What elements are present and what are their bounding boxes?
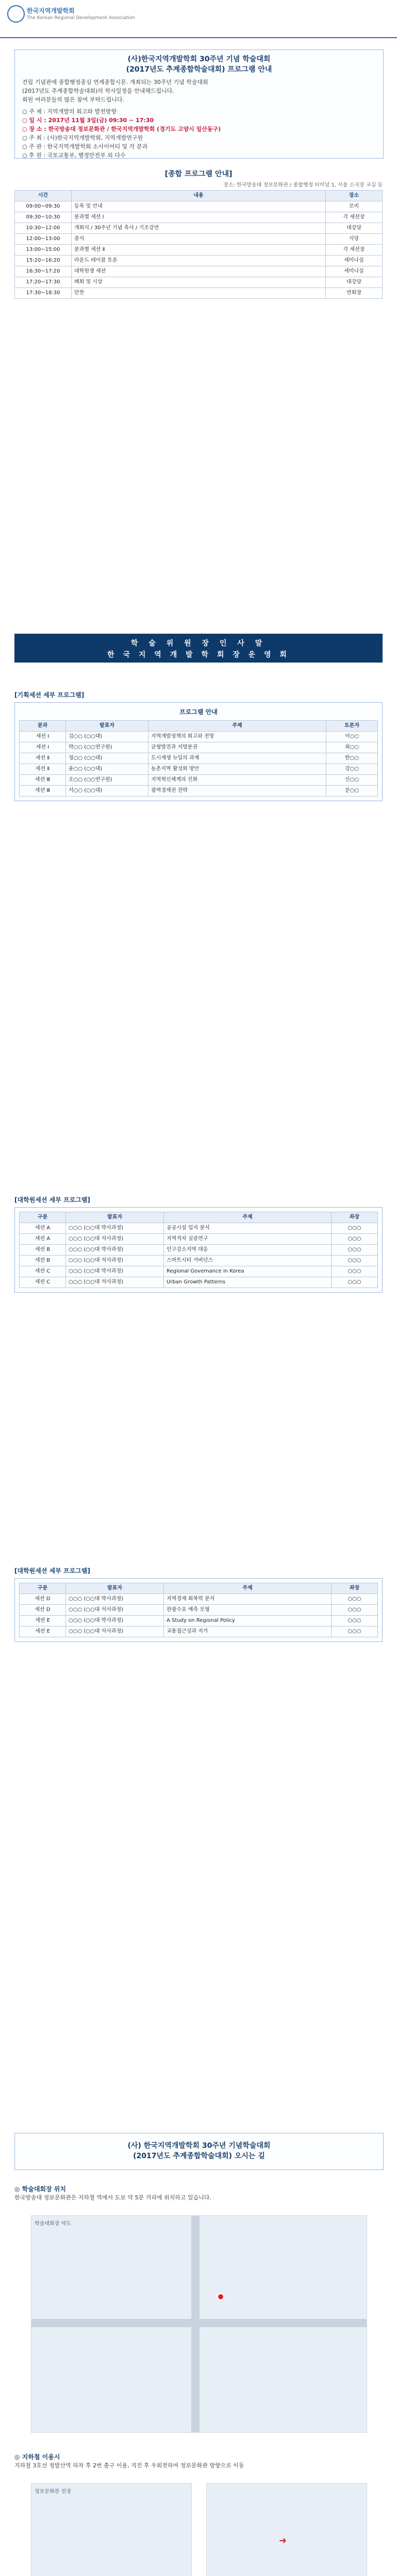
cell: ○○○ (○○대 박사과정) (66, 1223, 164, 1234)
cell: 문○○ (326, 786, 378, 796)
cell: 세션 C (20, 1266, 66, 1277)
cell: 세션 D (20, 1605, 66, 1616)
s2-header: 좌장 (332, 1212, 378, 1223)
cell: ○○○ (○○대 박사과정) (66, 1616, 164, 1626)
table-row (20, 786, 378, 796)
table-row (15, 277, 383, 288)
s2-header: 발표자 (66, 1212, 164, 1223)
cell: ○○○ (332, 1256, 378, 1266)
table-row (15, 201, 383, 212)
cell: ○○○ (○○대 석사과정) (66, 1626, 164, 1637)
directions-title-box (14, 2133, 384, 2170)
table-row (20, 742, 378, 753)
grad-session-section-b (14, 1566, 383, 1642)
cell: ○○○ (332, 1245, 378, 1256)
intro-item-0: ○ 주 제 : 지역개발의 회고와 발전방향 (22, 108, 117, 115)
cell: 세션 Ⅲ (20, 786, 66, 796)
s2-header: 주제 (164, 1212, 332, 1223)
table-row (15, 288, 383, 299)
s3-header: 주제 (164, 1583, 332, 1594)
cell: 각 세션장 (326, 245, 383, 256)
table-row (15, 266, 383, 277)
cell: 신○○ (326, 775, 378, 786)
cell: 09:30~10:30 (15, 212, 72, 223)
intro-item-2: ○ 장 소 : 한국방송대 정보문화관 / 한국지역개발학회 (경기도 고양시 일산동구) (22, 126, 221, 132)
p1-text: 한국방송대 정보문화관은 지하철 역에서 도보 약 5분 거리에 위치하고 있습니다. (14, 2194, 211, 2201)
program-header-time: 시간 (15, 191, 72, 201)
cell: 세션 A (20, 1223, 66, 1234)
cell: 박○○ (○○연구원) (66, 742, 148, 753)
cell: 세션 C (20, 1277, 66, 1288)
cell: 윤○○ (○○대) (66, 764, 148, 775)
s3-title: [대학원세션 세부 프로그램] (14, 1567, 90, 1574)
grad-session-section-a (14, 1195, 383, 1293)
s3-header: 좌장 (332, 1583, 378, 1594)
program-section (14, 169, 383, 299)
cell: 대강당 (326, 223, 383, 234)
s1-header: 주제 (148, 721, 326, 732)
cell: 폐회 및 시상 (72, 277, 326, 288)
cell: 세션 E (20, 1626, 66, 1637)
cell: ○○○ (○○대 석사과정) (66, 1605, 164, 1616)
cell: ○○○ (332, 1266, 378, 1277)
campus-map (31, 2215, 367, 2433)
program-table (14, 190, 383, 299)
cell: 인구감소지역 대응 (164, 1245, 332, 1256)
cell: 세션 D (20, 1594, 66, 1605)
cell: ○○○ (332, 1605, 378, 1616)
directions-title-2: (2017년도 추계종합학술대회) 오시는 길 (133, 2152, 265, 2160)
cell: ○○○ (○○대 석사과정) (66, 1256, 164, 1266)
cell: 15:20~16:20 (15, 256, 72, 266)
cell: 농촌지역 활성화 방안 (148, 764, 326, 775)
program-header-place: 장소 (326, 191, 383, 201)
program-header-content: 내용 (72, 191, 326, 201)
cell: ○○○ (332, 1223, 378, 1234)
cell: Regional Governance in Korea (164, 1266, 332, 1277)
cell: ○○○ (○○대 박사과정) (66, 1594, 164, 1605)
cell: ○○○ (○○대 석사과정) (66, 1234, 164, 1245)
cell: ○○○ (○○대 박사과정) (66, 1245, 164, 1256)
table-row (15, 212, 383, 223)
program-note: 장소: 한국방송대 정보문화관 / 종합행정 터미널 1, 서울 소극장 교실 등 (223, 182, 383, 188)
directions-title: (사) 한국지역개발학회 30주년 기념학술대회 (127, 2142, 271, 2150)
table-row (20, 1616, 378, 1626)
committee-banner (14, 634, 383, 663)
cell: 세션 Ⅰ (20, 742, 66, 753)
cell: ○○○ (○○대 박사과정) (66, 1266, 164, 1277)
cell: 세미나실 (326, 266, 383, 277)
intro-section (14, 49, 384, 159)
table-row (20, 1277, 378, 1288)
s1-title: [기획세션 세부 프로그램] (14, 691, 85, 699)
table-row (15, 245, 383, 256)
p2-heading: ◎ 지하철 이용시 (14, 2453, 60, 2461)
p2-text: 지하철 3호선 정발산역 하차 후 2번 출구 이용, 직진 후 우회전하여 정보문화관 방향으로 이동 (14, 2462, 244, 2469)
cell: 서○○ (○○대) (66, 786, 148, 796)
cell: ○○○ (332, 1594, 378, 1605)
table-row (20, 1605, 378, 1616)
cell: 각 세션장 (326, 212, 383, 223)
intro-line-1: (2017년도 추계종합학술대회)의 학사일정을 안내해드립니다. (22, 88, 174, 94)
cell: 개회식 / 30주년 기념 축사 / 기조강연 (72, 223, 326, 234)
cell: 관광수요 예측 모형 (164, 1605, 332, 1616)
table-row (20, 764, 378, 775)
cell: 분과별 세션 Ⅱ (72, 245, 326, 256)
table-row (20, 1626, 378, 1637)
cell: 도시재생 뉴딜의 과제 (148, 753, 326, 764)
cell: 대강당 (326, 277, 383, 288)
location-pin-icon (217, 2293, 224, 2300)
directions-subway (14, 2452, 383, 2470)
intro-item-5: ○ 후 원 : 국토교통부, 행정안전부 외 다수 (22, 152, 126, 159)
table-row (20, 1223, 378, 1234)
table-row (20, 775, 378, 786)
cell: 세미나실 (326, 256, 383, 266)
map-road-v (191, 2216, 200, 2432)
cell: 대학원생 세션 (72, 266, 326, 277)
banner-line-2: 한 국 지 역 개 발 학 회 장 운 영 회 (107, 651, 290, 659)
street-photo-2 (206, 2483, 367, 2576)
cell: 세션 B (20, 1256, 66, 1266)
cell: 10:30~12:00 (15, 223, 72, 234)
intro-item-3: ○ 주 최 : (사)한국지역개발학회, 지역개발연구원 (22, 134, 143, 141)
cell: 세션 Ⅱ (20, 764, 66, 775)
cell: 16:30~17:20 (15, 266, 72, 277)
org-logo: 한국지역개발학회 (27, 7, 75, 14)
cell: ○○○ (○○대 석사과정) (66, 1277, 164, 1288)
cell: 공공시설 입지 분석 (164, 1223, 332, 1234)
cell: 균형발전과 지방분권 (148, 742, 326, 753)
cell: 지역개발정책의 회고와 전망 (148, 732, 326, 742)
cell: 중식 (72, 234, 326, 245)
cell: 식당 (326, 234, 383, 245)
cell: 한○○ (326, 753, 378, 764)
table-row (20, 753, 378, 764)
photo-caption: 정보문화관 전경 (35, 2489, 71, 2495)
cell: 지역경제 회복력 분석 (164, 1594, 332, 1605)
cell: ○○○ (332, 1626, 378, 1637)
table-row (20, 1234, 378, 1245)
cell: 세션 Ⅱ (20, 753, 66, 764)
table-row (20, 1594, 378, 1605)
p1-heading: ◎ 학술대회장 위치 (14, 2185, 66, 2193)
cell: 세션 Ⅰ (20, 732, 66, 742)
cell: ○○○ (332, 1616, 378, 1626)
cell: 만찬 (72, 288, 326, 299)
s3-table (19, 1583, 378, 1637)
program-title: [종합 프로그램 안내] (164, 170, 233, 178)
intro-title: (사)한국지역개발학회 30주년 기념 학술대회 (127, 55, 271, 63)
s3-header: 구분 (20, 1583, 66, 1594)
s2-header: 구분 (20, 1212, 66, 1223)
table-row (20, 1245, 378, 1256)
cell: 라운드 테이블 토론 (72, 256, 326, 266)
header-bar (0, 0, 397, 38)
street-photo-1 (31, 2483, 192, 2576)
map-caption: 학술대회장 약도 (35, 2221, 71, 2227)
table-row (20, 732, 378, 742)
cell: 교통접근성과 지가 (164, 1626, 332, 1637)
cell: 17:30~18:30 (15, 288, 72, 299)
s2-table (19, 1212, 378, 1288)
cell: 지역격차 실증연구 (164, 1234, 332, 1245)
cell: ○○○ (332, 1234, 378, 1245)
cell: ○○○ (332, 1277, 378, 1288)
org-logo-en: The Korean Regional Development Association (27, 15, 136, 21)
s1-table-title: 프로그램 안내 (179, 708, 218, 716)
intro-item-1: ○ 일 시 : 2017년 11월 3일(금) 09:30 ~ 17:30 (22, 117, 154, 124)
cell: 세션 B (20, 1245, 66, 1256)
cell: 13:00~15:00 (15, 245, 72, 256)
cell: 17:20~17:30 (15, 277, 72, 288)
cell: 09:00~09:30 (15, 201, 72, 212)
cell: 정○○ (○○대) (66, 753, 148, 764)
cell: 지역혁신체계의 진화 (148, 775, 326, 786)
table-row (20, 1256, 378, 1266)
cell: 최○○ (326, 742, 378, 753)
cell: A Study on Regional Policy (164, 1616, 332, 1626)
s1-header: 토론자 (326, 721, 378, 732)
cell: 이○○ (326, 732, 378, 742)
s1-header: 분과 (20, 721, 66, 732)
cell: 로비 (326, 201, 383, 212)
s1-header: 발표자 (66, 721, 148, 732)
planning-session-section (14, 690, 383, 801)
cell: 세션 E (20, 1616, 66, 1626)
intro-line-2: 회원 여러분들의 많은 참여 부탁드립니다. (22, 96, 125, 103)
cell: 스마트시티 거버넌스 (164, 1256, 332, 1266)
intro-item-4: ○ 주 관 : 한국지역개발학회 소사이어티 및 각 분과 (22, 143, 148, 150)
cell: 세션 Ⅲ (20, 775, 66, 786)
table-row (15, 234, 383, 245)
banner-line-1: 학 술 위 원 장 인 사 말 (130, 639, 267, 648)
cell: Urban Growth Patterns (164, 1277, 332, 1288)
s2-title: [대학원세션 세부 프로그램] (14, 1196, 90, 1204)
cell: 연회장 (326, 288, 383, 299)
table-row (15, 256, 383, 266)
cell: 분과별 세션 Ⅰ (72, 212, 326, 223)
logo-icon (7, 5, 25, 23)
s3-header: 발표자 (66, 1583, 164, 1594)
cell: 광역경제권 전략 (148, 786, 326, 796)
s1-table (19, 720, 378, 796)
intro-line-0: 건립 기념관에 종합행정중심 연계종합시문. 개최되는 30주년 기념 학술대회 (22, 79, 208, 86)
cell: 김○○ (○○대) (66, 732, 148, 742)
cell: 등록 및 안내 (72, 201, 326, 212)
cell: 강○○ (326, 764, 378, 775)
cell: 12:00~13:00 (15, 234, 72, 245)
intro-subtitle: (2017년도 추계종합학술대회) 프로그램 안내 (126, 65, 272, 74)
table-row (20, 1266, 378, 1277)
cell: 세션 A (20, 1234, 66, 1245)
table-row (15, 223, 383, 234)
directions-location (14, 2184, 383, 2202)
cell: 오○○ (○○연구원) (66, 775, 148, 786)
arrow-icon: ➜ (279, 2535, 287, 2546)
